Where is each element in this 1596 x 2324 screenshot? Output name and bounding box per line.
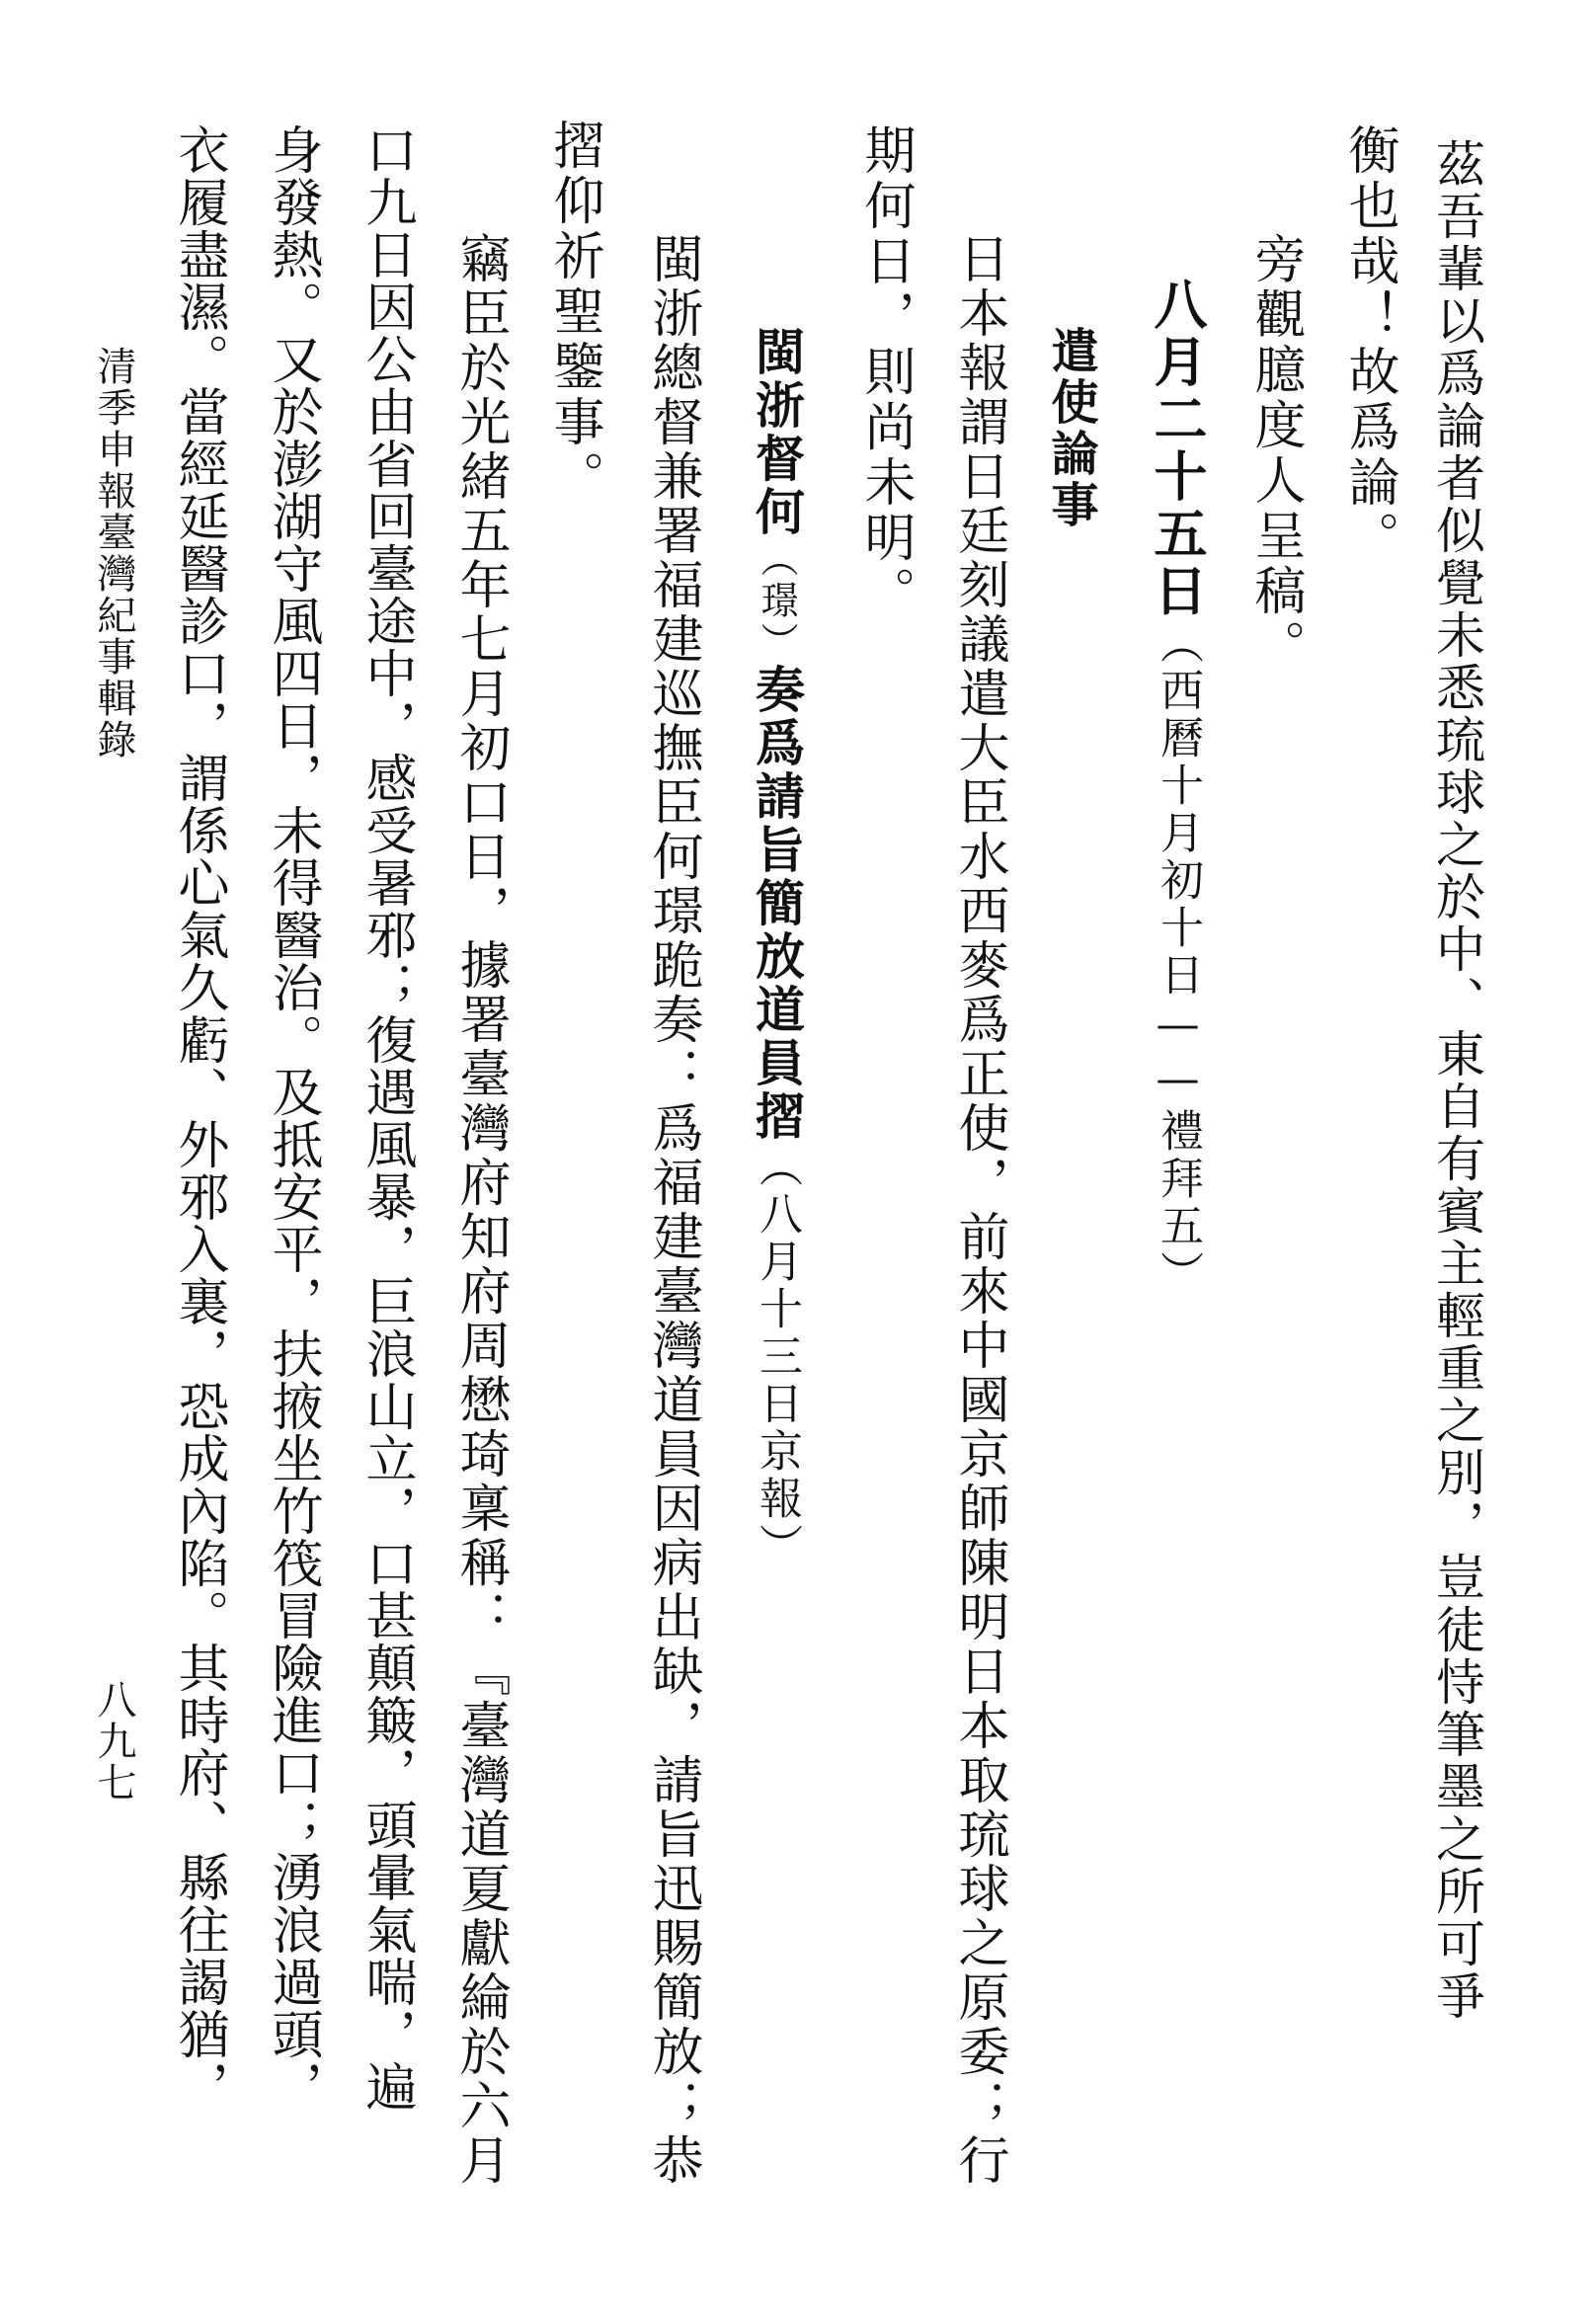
section2-title-source: （八月十三日京報） [752,1144,802,1570]
text-line-2: 衡也哉！故爲論。 [1339,123,1398,566]
section2-line-3: 竊臣於光緒五年七月初口日，據署臺灣府知府周懋琦稟稱：『臺灣道夏獻綸於六月 [450,232,510,2188]
section1-title: 遣使論事 [1043,326,1098,531]
section2-line-4: 口九日因公由省回臺途中，感受暑邪；復遇風暴，巨浪山立，口甚顛簸，頭暈氣喘，遍 [357,123,416,2113]
section2-title [748,326,806,1570]
section2-title-note: （璟） [755,539,798,664]
section2-line-6: 衣履盡濕。當經延醫診口，謂係心氣久虧、外邪入裏，恐成內陷。其時府、縣往謁猶， [169,123,228,2113]
date-heading-main: 八月二十五日 [1146,277,1209,620]
date-heading [1146,277,1209,1298]
section1-line-2: 期何日，則尚未明。 [855,123,915,621]
section2-title-b: 奏爲請旨簡放道員摺 [748,664,806,1144]
section1-line-1: 日本報謂日廷刻議遣大臣水西麥爲正使，前來中國京師陳明日本取琉球之原委；行 [949,232,1008,2188]
section2-line-2: 摺仰祈聖鑒事。 [544,119,603,506]
text-line-1: 茲吾輩以爲論者似覺未悉琉球之於中、東自有賓主輕重之別，豈徒恃筆墨之所可爭 [1428,138,1485,2023]
section2-title-a: 閩浙督何 [748,326,806,539]
section2-line-5: 身發熱。又於澎湖守風四日，未得醫治。及抵安平，扶掖坐竹筏冒險進口；湧浪過頭， [263,123,322,2113]
book-title: 清季申報臺灣紀事輯錄 [91,346,136,761]
section2-line-1: 閩浙總督兼署福建巡撫臣何璟跪奏：爲福建臺灣道員因病出缺，請旨迅賜簡放；恭 [643,232,702,2188]
page-number: 八九七 [91,1679,136,1803]
text-line-3: 旁觀臆度人呈稿。 [1245,232,1305,675]
date-heading-sub: （西曆十月初十日——禮拜五） [1153,620,1203,1298]
